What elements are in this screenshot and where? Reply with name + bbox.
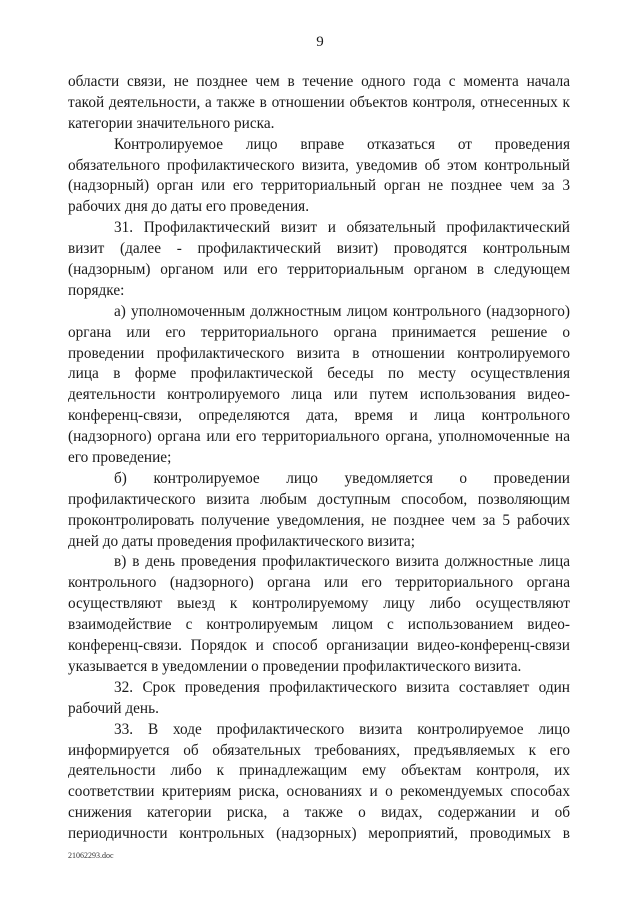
text-line: порядке:	[68, 281, 125, 299]
text-line: категории значительного риска.	[68, 114, 275, 132]
text-line: рабочий день.	[68, 699, 159, 717]
text-line: указывается в уведомлении о проведении профилактического визита.	[68, 657, 522, 675]
text-line: (надзорным) органом или его территориальным органом в следующем	[68, 261, 570, 279]
text-line: 31. Профилактический визит и обязательный профилактический	[114, 219, 570, 237]
text-line: лица в форме профилактической беседы по месту осуществления	[68, 365, 570, 383]
text-line: такой деятельности, а также в отношении объектов контроля, отнесенных к	[68, 93, 570, 111]
text-line: информируется об обязательных требованиях, предъявляемых к его	[68, 741, 570, 759]
text-line: проконтролировать получение уведомления, не позднее чем за 5 рабочих	[68, 511, 570, 529]
text-line: обязательного профилактического визита, уведомив об этом контрольный	[68, 156, 570, 174]
text-line: области связи, не позднее чем в течение одного года с момента начала	[68, 73, 570, 90]
text-line: осуществляют выезд к контролируемому лицу либо осуществляют	[68, 595, 570, 613]
page-number: 9	[316, 34, 324, 50]
text-line: деятельности контролируемого лица или путем использования видео-	[68, 386, 570, 404]
text-line: 32. Срок проведения профилактического визита составляет один	[114, 678, 570, 696]
text-line: взаимодействие с контролируемым лицом с использованием видео-	[68, 616, 570, 634]
text-line: (надзорный) орган или его территориальный орган не позднее чем за 3	[68, 177, 570, 195]
text-line: рабочих дня до даты его проведения.	[68, 198, 310, 216]
text-line: б) контролируемое лицо уведомляется о проведении	[114, 469, 570, 487]
text-line: (надзорного) органа или его территориального органа, уполномоченные на	[68, 428, 570, 446]
text-line: а) уполномоченным должностным лицом контрольного (надзорного)	[114, 302, 570, 320]
document-body	[68, 72, 570, 845]
text-line: деятельности либо к принадлежащим ему объектам контроля, их	[68, 762, 570, 780]
text-line: соответствии критериям риска, основаниях и о рекомендуемых способах	[68, 783, 570, 801]
text-line: в) в день проведения профилактического визита должностные лица	[114, 553, 570, 571]
text-line: периодичности контрольных (надзорных) мероприятий, проводимых в	[68, 825, 570, 843]
text-line: конференц-связи. Порядок и способ организации видео-конференц-связи	[68, 637, 570, 655]
text-line: конференц-связи, определяются дата, время и лица контрольного	[68, 407, 570, 425]
file-name-footer: 21062293.doc	[68, 851, 114, 860]
text-line: дней до даты проведения профилактического визита;	[68, 532, 415, 550]
text-line: его проведение;	[68, 449, 172, 467]
text-line: Контролируемое лицо вправе отказаться от проведения	[114, 135, 570, 153]
text-line: визит (далее - профилактический визит) проводятся контрольным	[68, 240, 570, 258]
text-line: проведении профилактического визита в отношении контролируемого	[68, 344, 570, 362]
text-line: 33. В ходе профилактического визита контролируемое лицо	[114, 720, 570, 738]
text-line: контрольного (надзорного) органа или его территориального органа	[68, 574, 570, 592]
text-line: органа или его территориального органа принимается решение о	[68, 323, 570, 341]
text-line: профилактического визита любым доступным способом, позволяющим	[68, 490, 570, 508]
text-line: снижения категории риска, а также о видах, содержании и об	[68, 804, 570, 822]
